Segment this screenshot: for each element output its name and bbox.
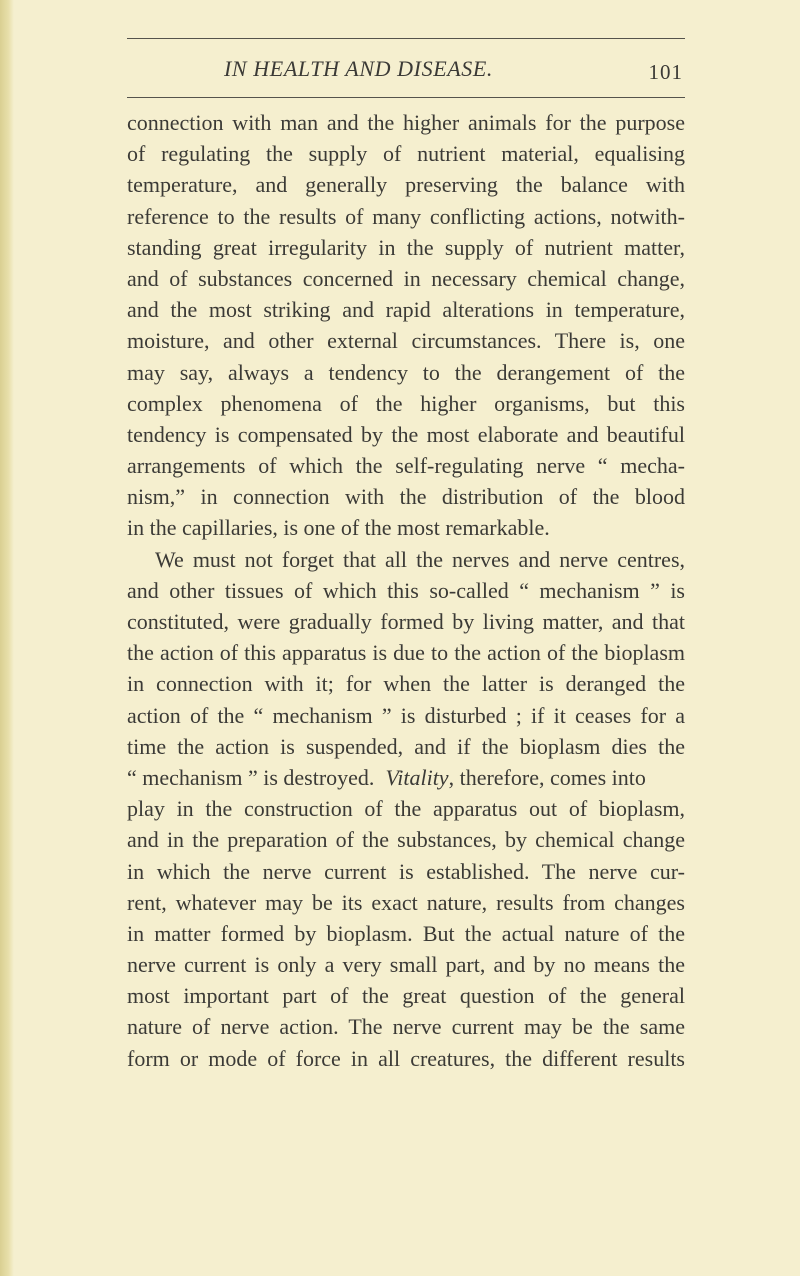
text-line: in matter formed by bioplasm. But the actual nature of the (127, 920, 685, 946)
text-line: complex phenomena of the higher organisms, but this (127, 390, 685, 416)
text-line: of regulating the supply of nutrient material, equalising (127, 141, 685, 167)
text-line: constituted, were gradually formed by living matter, and that (127, 609, 685, 634)
text-line: and of substances concerned in necessary chemical change, (127, 265, 685, 291)
page-header (127, 38, 685, 98)
text-line: the action of this apparatus is due to the action of the bioplasm (127, 640, 685, 666)
text-line: play in the construction of the apparatus out of bioplasm, (127, 796, 685, 822)
text-line: and other tissues of which this so-called “ mechanism ” is (127, 577, 685, 603)
text-segment: , therefore, comes into (448, 764, 646, 790)
emphasis-vitality: Vitality (385, 764, 449, 790)
text-line: time the action is suspended, and if the bioplasm dies the (127, 733, 685, 759)
text-line (127, 762, 685, 793)
text-line: standing great irregularity in the supply of nutrient matter, (127, 234, 685, 260)
text-line: nerve current is only a very small part, and by no means the (127, 952, 685, 978)
body-text (127, 107, 685, 1074)
text-segment: “ mechanism ” is destroyed. (127, 764, 375, 790)
header-rule-top (127, 38, 685, 39)
text-line: reference to the results of many conflicting actions, notwith- (127, 203, 685, 229)
text-line: moisture, and other external circumstances. There is, one (127, 328, 685, 354)
text-line: action of the “ mechanism ” is disturbed ; if it ceases for a (127, 702, 685, 728)
text-line: may say, always a tendency to the derangement of the (127, 359, 685, 385)
running-head: IN HEALTH AND DISEASE. (224, 56, 494, 81)
text-line: We must not forget that all the nerves and nerve centres, (155, 546, 685, 572)
text-line: and the most striking and rapid alterations in temperature, (127, 297, 685, 323)
text-line: form or mode of force in all creatures, the different results (127, 1045, 685, 1071)
text-line: most important part of the great question of the general (127, 983, 685, 1009)
text-line: nature of nerve action. The nerve current may be the same (127, 1014, 685, 1040)
text-line: nism,” in connection with the distribution of the blood (127, 484, 685, 510)
text-line: in which the nerve current is established. The nerve cur- (127, 858, 685, 884)
text-line: rent, whatever may be its exact nature, results from changes (127, 889, 685, 915)
text-line: tendency is compensated by the most elaborate and beautiful (127, 421, 685, 447)
text-line: arrangements of which the self-regulating nerve “ mecha- (127, 453, 685, 479)
text-line: connection with man and the higher animals for the purpose (127, 110, 685, 135)
page-edge (0, 0, 14, 1276)
text-line: temperature, and generally preserving the balance with (127, 172, 685, 198)
text-line: in the capillaries, is one of the most remarkable. (127, 515, 550, 541)
page-number: 101 (648, 60, 683, 84)
text-line: and in the preparation of the substances, by chemical change (127, 827, 685, 853)
header-rule-bottom (127, 97, 685, 98)
text-line: in connection with it; for when the latter is deranged the (127, 671, 685, 697)
